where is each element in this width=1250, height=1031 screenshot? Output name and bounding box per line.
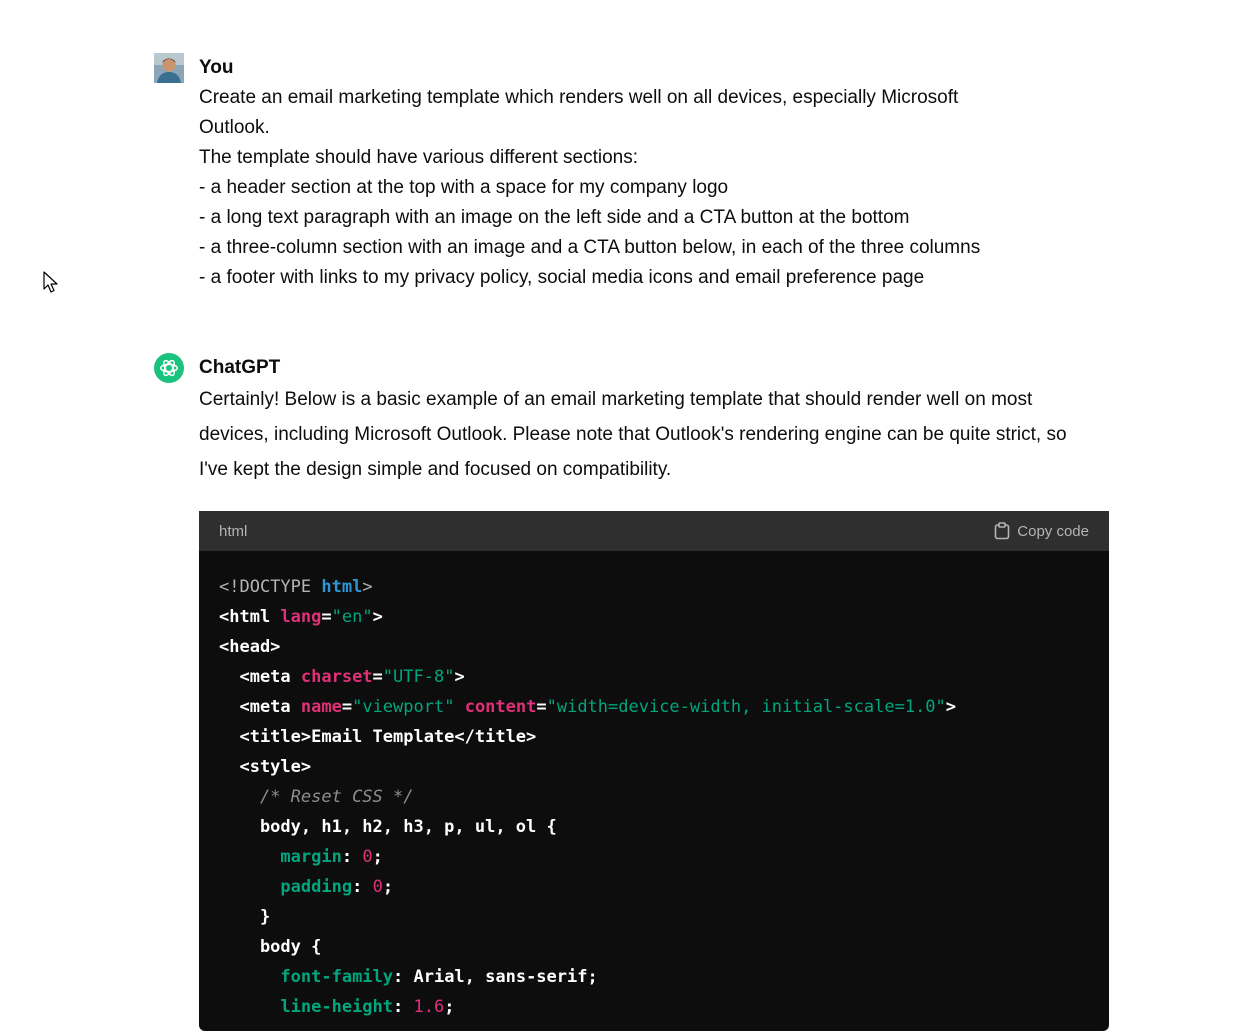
code-token: "viewport" xyxy=(352,697,455,717)
code-token: content xyxy=(464,697,537,717)
code-token: <head> xyxy=(219,637,281,657)
code-content xyxy=(199,551,1109,1022)
clipboard-icon xyxy=(994,522,1010,540)
code-token: = xyxy=(536,697,547,717)
code-token: = xyxy=(372,667,383,687)
code-token: /* Reset CSS */ xyxy=(259,787,414,807)
code-token: > xyxy=(454,667,465,687)
code-token: ; xyxy=(444,997,455,1017)
code-line xyxy=(219,962,1089,992)
code-token: "width=device-width, initial-scale=1.0" xyxy=(546,697,946,717)
assistant-author-name: ChatGPT xyxy=(199,357,281,378)
code-token: margin xyxy=(280,847,342,867)
code-token: <meta xyxy=(219,697,301,717)
code-token: padding xyxy=(280,877,353,897)
code-token: ; xyxy=(372,847,383,867)
code-token: = xyxy=(341,697,353,717)
code-token: "UTF-8" xyxy=(382,667,455,687)
code-block-header xyxy=(199,511,1109,551)
message-line: - a long text paragraph with an image on the left side and a CTA button at the bottom xyxy=(199,207,910,228)
code-token: name xyxy=(300,697,342,717)
code-block xyxy=(199,511,1109,1031)
code-token xyxy=(219,787,260,807)
code-line xyxy=(219,572,1089,602)
user-avatar xyxy=(154,53,184,83)
code-line xyxy=(219,932,1089,962)
code-token xyxy=(219,967,280,987)
message-line: - a footer with links to my privacy policy, social media icons and email preference page xyxy=(199,267,925,288)
code-line xyxy=(219,632,1089,662)
code-token: lang xyxy=(280,607,322,627)
code-token: 1.6 xyxy=(413,997,445,1017)
code-token xyxy=(454,697,464,717)
code-token: body { xyxy=(219,937,322,957)
code-line xyxy=(219,812,1089,842)
code-token: body, h1, h2, h3, p, ul, ol { xyxy=(219,817,557,837)
code-token: <title>Email Template</title> xyxy=(219,727,537,747)
code-token: : xyxy=(352,877,373,897)
code-line xyxy=(219,902,1089,932)
code-line xyxy=(219,752,1089,782)
copy-code-label: Copy code xyxy=(1017,522,1089,540)
code-token: "en" xyxy=(331,607,373,627)
user-message-text xyxy=(199,83,1029,293)
code-token: <style> xyxy=(219,757,312,777)
code-token: ; xyxy=(382,877,394,897)
copy-code-button[interactable] xyxy=(994,522,1089,540)
mouse-pointer-icon xyxy=(43,271,59,293)
code-token: : xyxy=(393,997,414,1017)
code-token: <meta xyxy=(219,667,301,687)
message-line: Outlook. xyxy=(199,117,270,138)
chatgpt-logo-icon xyxy=(154,353,184,383)
code-line xyxy=(219,692,1089,722)
code-token: 0 xyxy=(362,847,373,867)
code-token: : Arial, sans-serif; xyxy=(393,967,598,987)
code-token: font-family xyxy=(280,967,394,987)
message-line: The template should have various different sections: xyxy=(199,147,639,168)
code-line xyxy=(219,722,1089,752)
code-token: > xyxy=(945,697,957,717)
code-token: <!DOCTYPE xyxy=(219,577,322,597)
code-line xyxy=(219,602,1089,632)
code-token: > xyxy=(362,577,373,597)
code-token: <html xyxy=(219,607,281,627)
message-line: - a three-column section with an image and a CTA button below, in each of the three columns xyxy=(199,237,981,258)
code-token: : xyxy=(341,847,363,867)
code-line xyxy=(219,782,1089,812)
code-token xyxy=(219,997,280,1017)
message-line: Create an email marketing template which renders well on all devices, especially Microsoft xyxy=(199,87,959,108)
code-line xyxy=(219,842,1089,872)
user-author-name: You xyxy=(199,57,234,78)
code-language-label: html xyxy=(219,522,248,540)
code-token: html xyxy=(321,577,363,597)
code-line xyxy=(219,872,1089,902)
code-line xyxy=(219,992,1089,1022)
code-token: > xyxy=(372,607,383,627)
code-token: 0 xyxy=(372,877,383,897)
code-token: charset xyxy=(300,667,373,687)
code-line xyxy=(219,662,1089,692)
assistant-message-text: Certainly! Below is a basic example of an email marketing template that should render well on most devices, including Microsoft Outlook. Please note that Outlook's rendering engine can be quite strict, so I've kept the design simple and focused on compatibility. xyxy=(199,389,1067,480)
code-token: line-height xyxy=(280,997,394,1017)
code-token: } xyxy=(219,907,271,927)
code-token xyxy=(219,847,280,867)
message-line: - a header section at the top with a space for my company logo xyxy=(199,177,729,198)
code-token: = xyxy=(321,607,332,627)
code-token xyxy=(219,877,280,897)
